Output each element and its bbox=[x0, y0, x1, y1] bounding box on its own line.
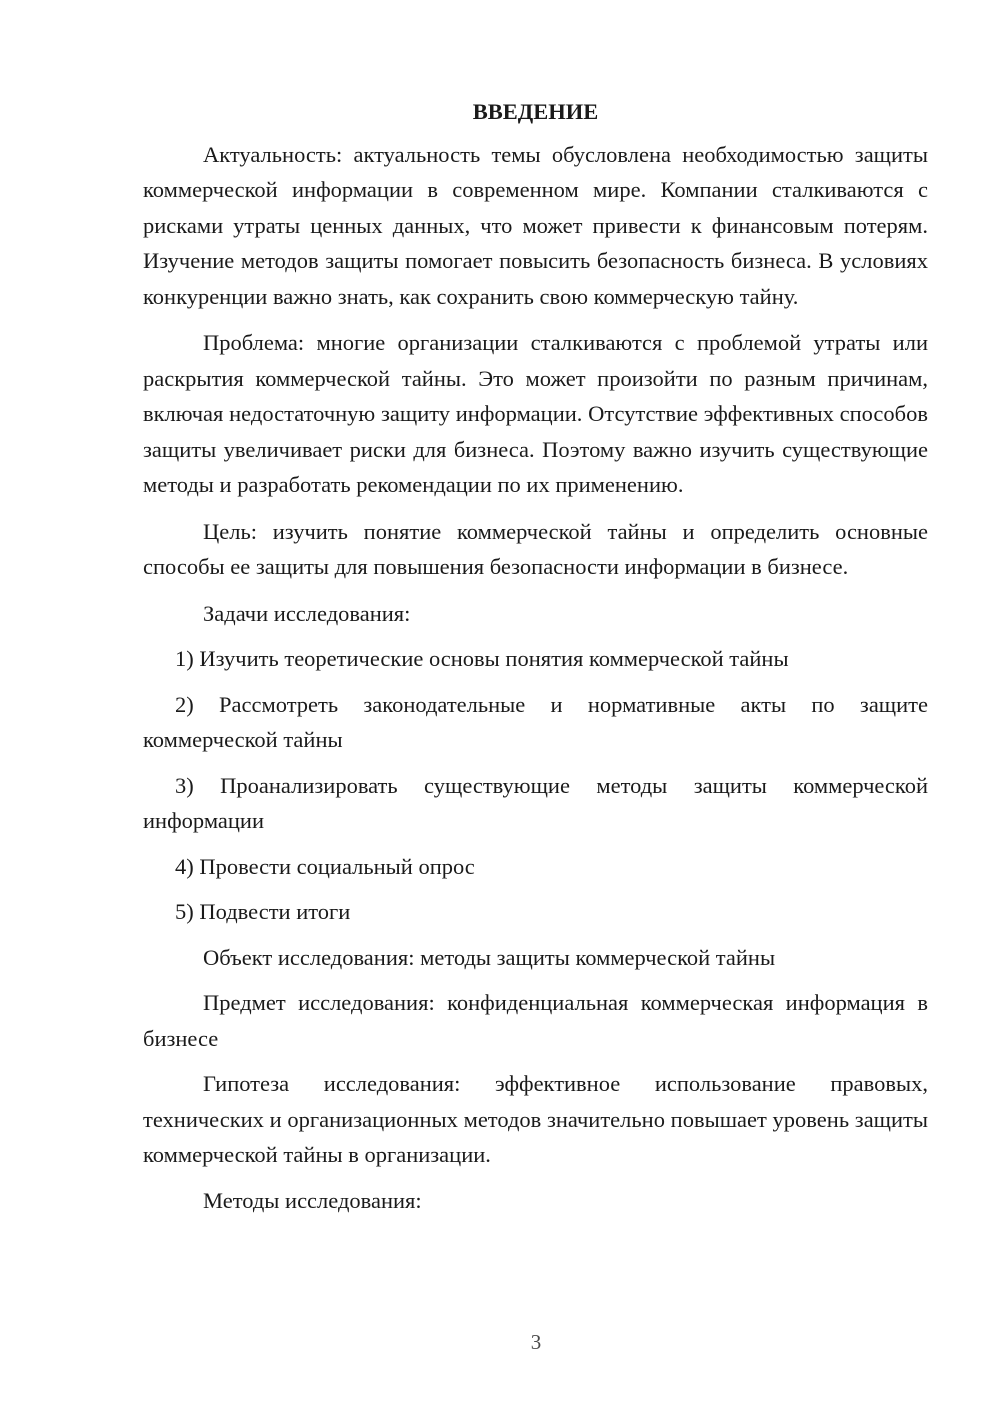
page-number: 3 bbox=[530, 1330, 542, 1354]
page-title: ВВЕДЕНИЕ bbox=[472, 99, 599, 124]
research-subject: Предмет исследования: конфиденциальная коммерческая информация в бизнесе bbox=[143, 990, 928, 1051]
list-item: 1) Изучить теоретические основы понятия коммерческой тайны bbox=[175, 646, 789, 671]
list-item: 2) Рассмотреть законодательные и нормативные акты по защите коммерческой тайны bbox=[143, 691, 928, 752]
research-object: Объект исследования: методы защиты коммерческой тайны bbox=[203, 944, 776, 970]
relevance-paragraph: Актуальность: актуальность темы обусловлена необходимостью защиты коммерческой информации в современном мире. Компании сталкиваются с рисками утраты ценных данных, что может привести к финансовым потерям. Изучение методов защиты помогает повысить безопасность бизнеса. В условиях конкуренции важно знать, как сохранить свою коммерческую тайну. bbox=[143, 141, 928, 309]
research-hypothesis: Гипотеза исследования: эффективное использование правовых, технических и организационных методов значительно повышает уровень защиты коммерческой тайны в организации. bbox=[143, 1071, 928, 1167]
research-methods-heading: Методы исследования: bbox=[203, 1187, 422, 1213]
list-item: 5) Подвести итоги bbox=[175, 899, 351, 924]
document-body bbox=[143, 94, 928, 1218]
list-item: 4) Провести социальный опрос bbox=[175, 853, 475, 879]
goal-paragraph: Цель: изучить понятие коммерческой тайны и определить основные способы ее защиты для повышения безопасности информации в бизнесе. bbox=[143, 518, 928, 579]
problem-paragraph: Проблема: многие организации сталкиваются с проблемой утраты или раскрытия коммерческой тайны. Это может произойти по разным причинам, включая недостаточную защиту информации. Отсутствие эффективных способов защиты увеличивает риски для бизнеса. Поэтому важно изучить существующие методы и разработать рекомендации по их применению. bbox=[143, 330, 928, 497]
list-item: 3) Проанализировать существующие методы защиты коммерческой информации bbox=[143, 772, 928, 833]
tasks-heading: Задачи исследования: bbox=[203, 600, 411, 626]
